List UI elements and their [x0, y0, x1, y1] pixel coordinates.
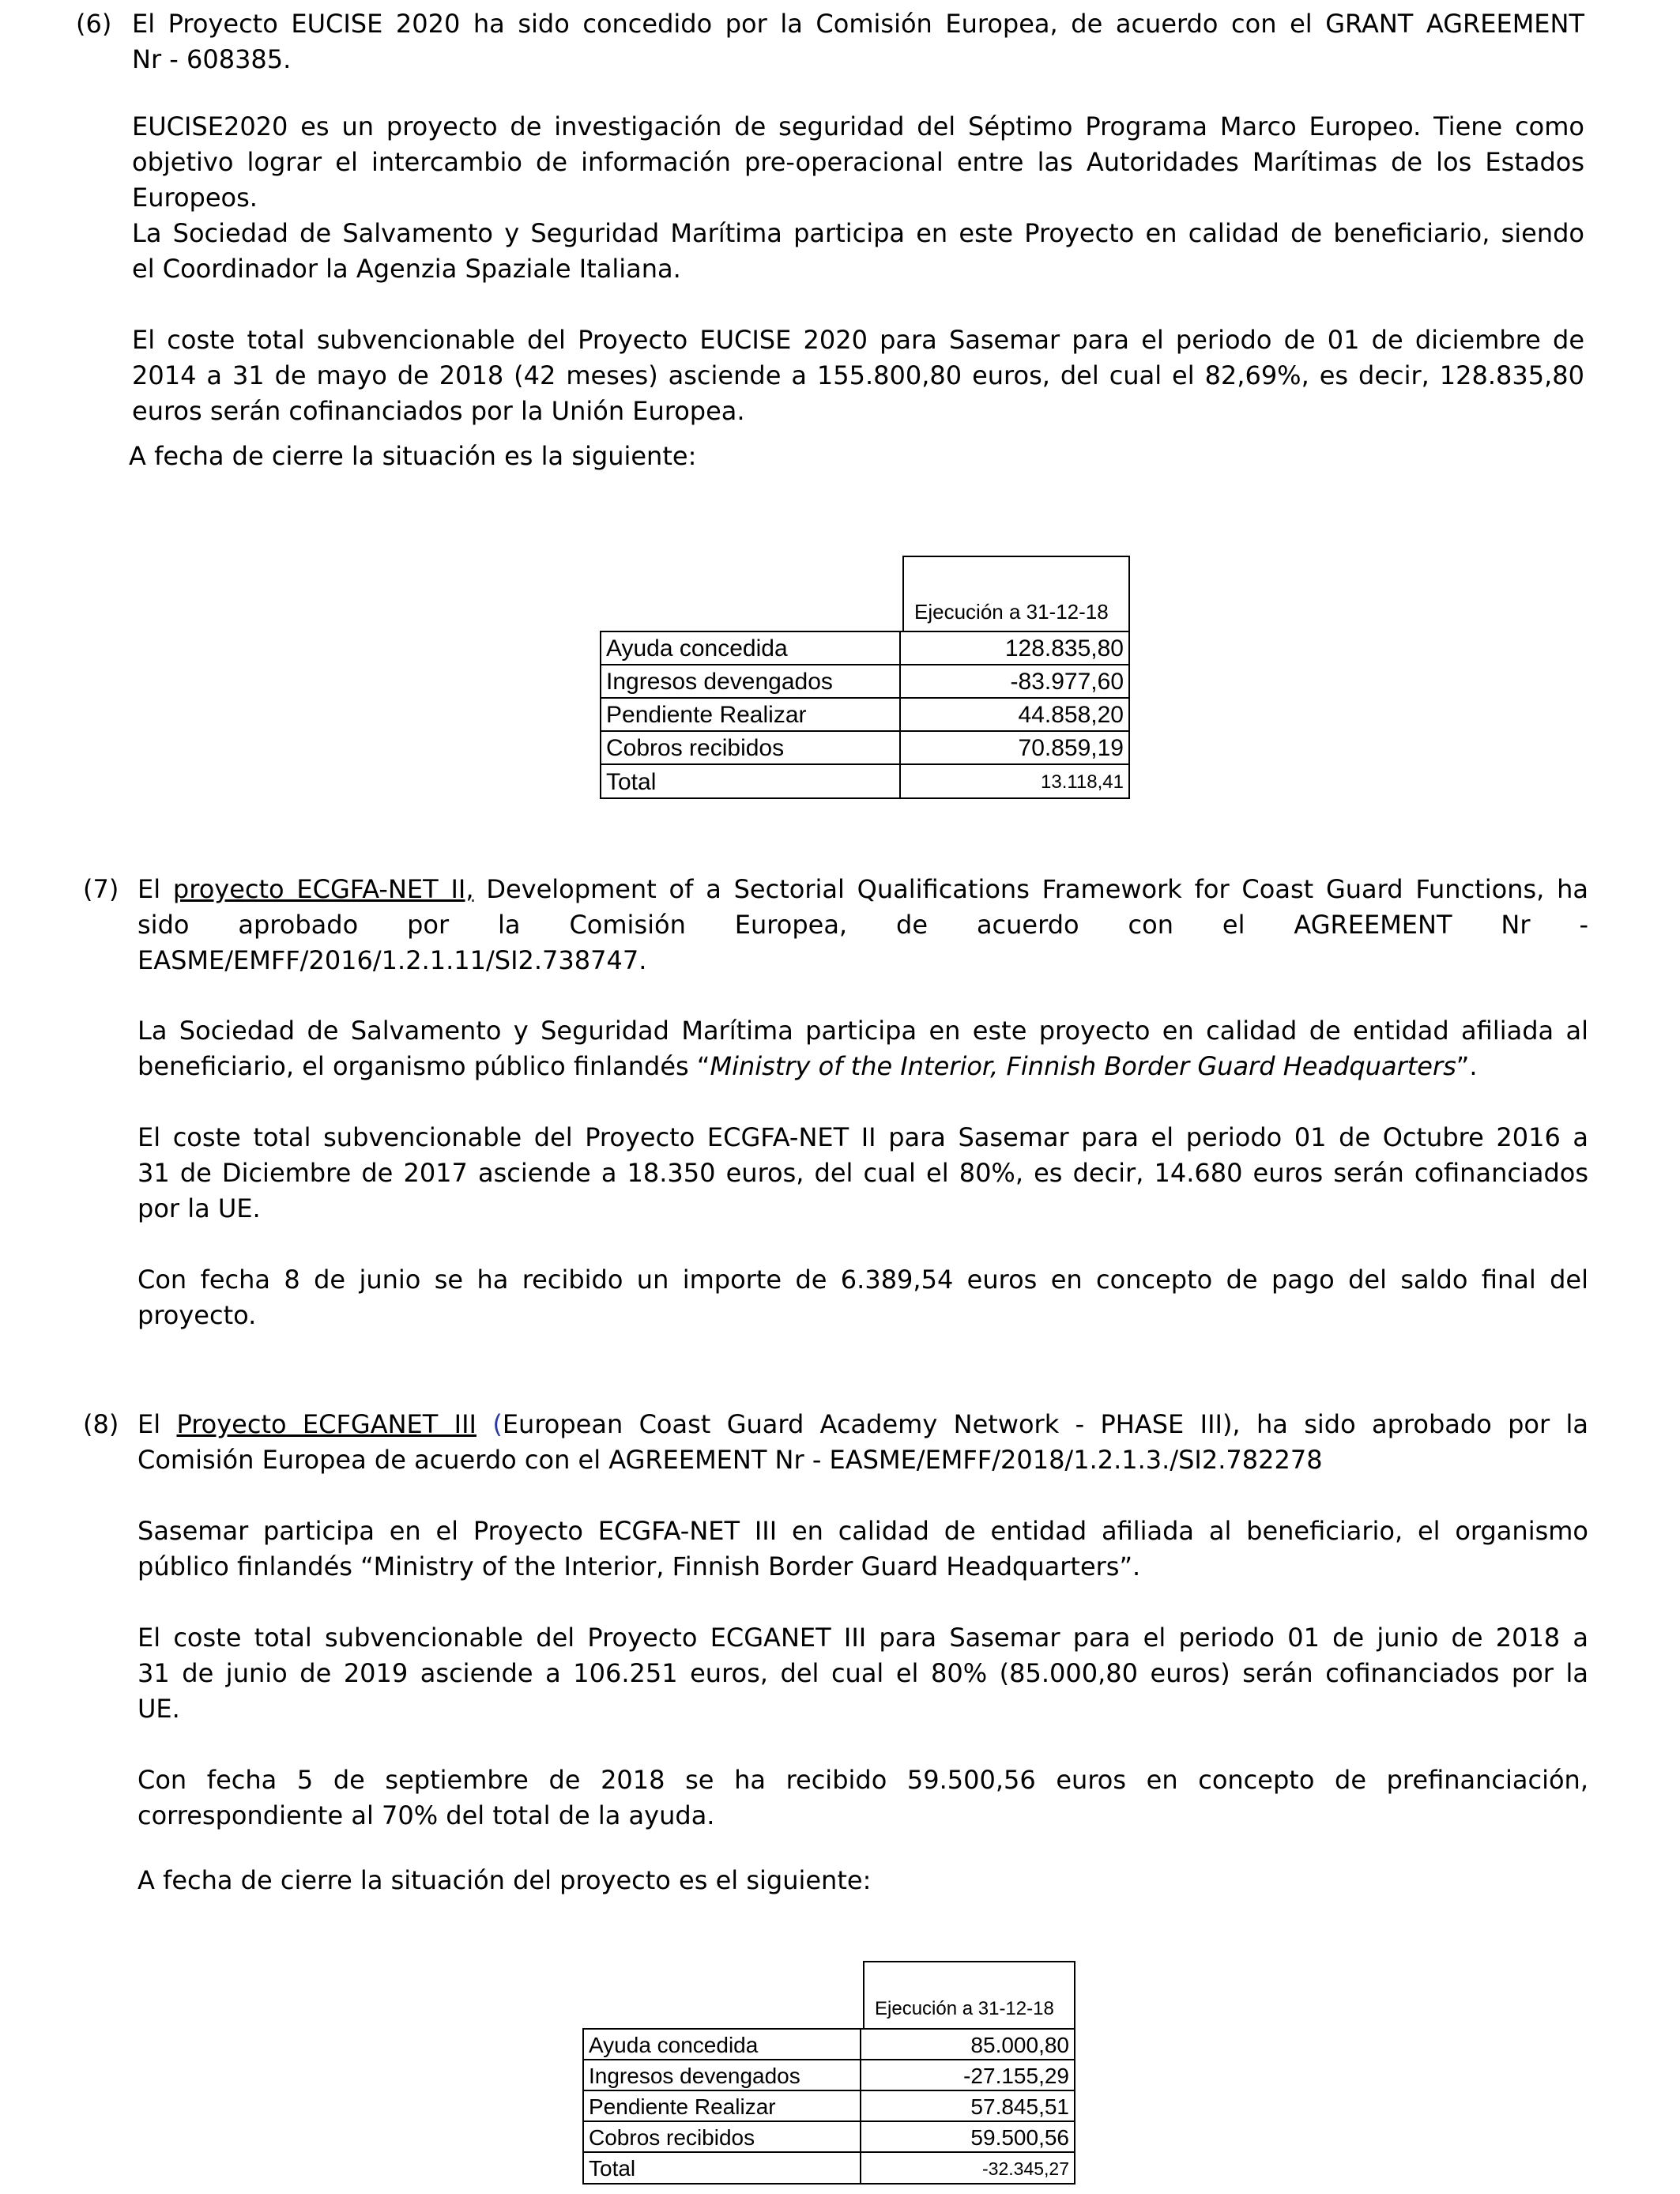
project-name-link[interactable]: proyecto ECGFA-NET II, [172, 874, 474, 904]
section-6-paragraph-1 [132, 6, 1584, 77]
text-line: El coste total subvencionable del Proyecto ECGANET III para Sasemar para el periodo 01 de junio de 2018 a [137, 1623, 1588, 1653]
text-fragment: Development of a Sectorial Qualifications Framework for Coast Guard Functions, ha [473, 874, 1589, 904]
text-line: El coste total subvencionable del Proyecto ECGFA-NET II para Sasemar para el periodo 01 de Octubre 2016 a [137, 1122, 1588, 1152]
section-8-paragraph-4 [137, 1762, 1588, 1834]
row-label: Cobros recibidos [600, 732, 901, 765]
text-line [137, 1049, 1588, 1084]
row-label: Ingresos devengados [600, 665, 901, 699]
table-bottom-border [582, 2183, 1075, 2185]
text-line: 2014 a 31 de mayo de 2018 (42 meses) asciende a 155.800,80 euros, del cual el 82,69%, es decir, 128.835,80 [132, 360, 1584, 390]
table-row [600, 730, 1130, 765]
text-line: Europeos. [132, 183, 258, 213]
row-value: 44.858,20 [907, 699, 1130, 732]
text-line: A fecha de cierre la situación es la siguiente: [129, 441, 697, 471]
table-header: Ejecución a 31-12-18 [914, 600, 1109, 624]
row-label: Cobros recibidos [582, 2122, 861, 2153]
text-line: EUCISE2020 es un proyecto de investigación de seguridad del Séptimo Programa Marco Europeo. Tiene como [132, 111, 1584, 141]
text-fragment: ”. [1456, 1051, 1478, 1081]
table-bottom-border [600, 797, 1130, 799]
section-6-number: (6) [76, 9, 112, 39]
text-fragment: El [137, 1409, 177, 1439]
table-row-total [582, 2151, 1075, 2185]
text-line: Comisión Europea de acuerdo con el AGREEMENT Nr - EASME/EMFF/2018/1.2.1.3./SI2.782278 [137, 1445, 1323, 1475]
row-label: Pendiente Realizar [600, 699, 901, 732]
table-header: Ejecución a 31-12-18 [875, 1998, 1054, 2019]
row-label: Ayuda concedida [600, 632, 901, 665]
table-row [582, 2059, 1075, 2091]
text-line: El coste total subvencionable del Proyecto EUCISE 2020 para Sasemar para el periodo de 01 de diciembre de [132, 325, 1584, 355]
row-label: Pendiente Realizar [582, 2091, 861, 2122]
section-6-paragraph-3 [132, 216, 1584, 287]
row-value: 57.845,51 [868, 2091, 1075, 2122]
text-line: sido aprobado por la Comisión Europea, de acuerdo con el AGREEMENT Nr - [137, 910, 1588, 940]
text-line: Con fecha 5 de septiembre de 2018 se ha recibido 59.500,56 euros en concepto de prefinanciación, [137, 1765, 1588, 1795]
section-7-number: (7) [83, 874, 119, 904]
text-fragment: El [137, 874, 173, 904]
section-6-paragraph-5 [129, 439, 1581, 474]
section-8-paragraph-1 [137, 1407, 1588, 1478]
row-label: Total [582, 2153, 861, 2185]
text-line: correspondiente al 70% del total de la ayuda. [137, 1800, 715, 1830]
text-line: La Sociedad de Salvamento y Seguridad Marítima participa en este proyecto en calidad de entidad afiliada al [137, 1016, 1588, 1046]
text-line: Sasemar participa en el Proyecto ECGFA-NET III en calidad de entidad afiliada al beneficiario, el organismo [137, 1516, 1588, 1546]
row-label: Ingresos devengados [582, 2060, 861, 2091]
table-row [582, 2090, 1075, 2122]
execution-table-ecganet-iii [582, 1961, 1075, 2185]
text-line: EASME/EMFF/2016/1.2.1.11/SI2.738747. [137, 945, 647, 975]
text-fragment: European Coast Guard Academy Network - PHASE III), ha sido aprobado por la [502, 1409, 1589, 1439]
text-line: La Sociedad de Salvamento y Seguridad Marítima participa en este Proyecto en calidad de beneficiario, siendo [132, 218, 1584, 248]
text-line: objetivo lograr el intercambio de información pre-operacional entre las Autoridades Marítimas de los Estados [132, 147, 1584, 177]
section-7-paragraph-4 [137, 1262, 1588, 1333]
table-row [582, 2120, 1075, 2153]
row-value: 70.859,19 [907, 732, 1130, 765]
text-line: Nr - 608385. [132, 44, 292, 74]
row-value: -27.155,29 [868, 2060, 1075, 2091]
text-line: El Proyecto EUCISE 2020 ha sido concedido por la Comisión Europea, de acuerdo con el GRANT AGREEMENT [132, 9, 1584, 39]
row-value: -83.977,60 [907, 665, 1130, 699]
text-line: euros serán cofinanciados por la Unión Europea. [132, 396, 745, 426]
text-line: Con fecha 8 de junio se ha recibido un importe de 6.389,54 euros en concepto de pago del saldo final del [137, 1265, 1588, 1295]
row-value: 59.500,56 [868, 2122, 1075, 2153]
section-6-paragraph-4 [132, 322, 1584, 429]
row-value: 85.000,80 [868, 2030, 1075, 2060]
section-8-number: (8) [83, 1409, 119, 1439]
section-8-paragraph-3 [137, 1620, 1588, 1727]
table-row [582, 2028, 1075, 2060]
section-7-paragraph-1 [137, 872, 1588, 978]
table-row [600, 697, 1130, 732]
row-label: Total [600, 765, 901, 799]
section-8-paragraph-5 [137, 1863, 1588, 1898]
text-line: público finlandés “Ministry of the Interior, Finnish Border Guard Headquarters”. [137, 1551, 1141, 1581]
row-value: 128.835,80 [907, 632, 1130, 665]
text-line: UE. [137, 1694, 180, 1724]
blue-parenthesis: ( [492, 1409, 503, 1439]
execution-table-eucise [600, 556, 1130, 799]
text-line: 31 de Diciembre de 2017 asciende a 18.350 euros, del cual el 80%, es decir, 14.680 euros serán cofinanciados [137, 1158, 1588, 1188]
text-fragment: beneficiario, el organismo público finlandés “ [137, 1051, 710, 1081]
table-row [600, 664, 1130, 699]
project-name-link[interactable]: Proyecto ECFGANET III [176, 1409, 477, 1439]
table-row [600, 631, 1130, 665]
text-line [137, 1407, 1588, 1442]
row-value: 13.118,41 [907, 765, 1130, 799]
text-line: A fecha de cierre la situación del proyecto es el siguiente: [137, 1865, 872, 1895]
section-6-paragraph-2 [132, 109, 1584, 216]
text-line: 31 de junio de 2019 asciende a 106.251 euros, del cual el 80% (85.000,80 euros) serán cofinanciados por la [137, 1658, 1588, 1688]
section-7-paragraph-3 [137, 1120, 1588, 1227]
row-value: -32.345,27 [868, 2153, 1075, 2185]
table-row-total [600, 763, 1130, 799]
text-line: el Coordinador la Agenzia Spaziale Italiana. [132, 254, 681, 284]
row-label: Ayuda concedida [582, 2030, 861, 2060]
text-line: por la UE. [137, 1193, 261, 1223]
ministry-name-italic: Ministry of the Interior, Finnish Border Guard Headquarters [710, 1051, 1456, 1081]
text-line [137, 872, 1588, 907]
section-7-paragraph-2 [137, 1013, 1588, 1084]
text-line: proyecto. [137, 1300, 257, 1330]
section-8-paragraph-2 [137, 1514, 1588, 1585]
